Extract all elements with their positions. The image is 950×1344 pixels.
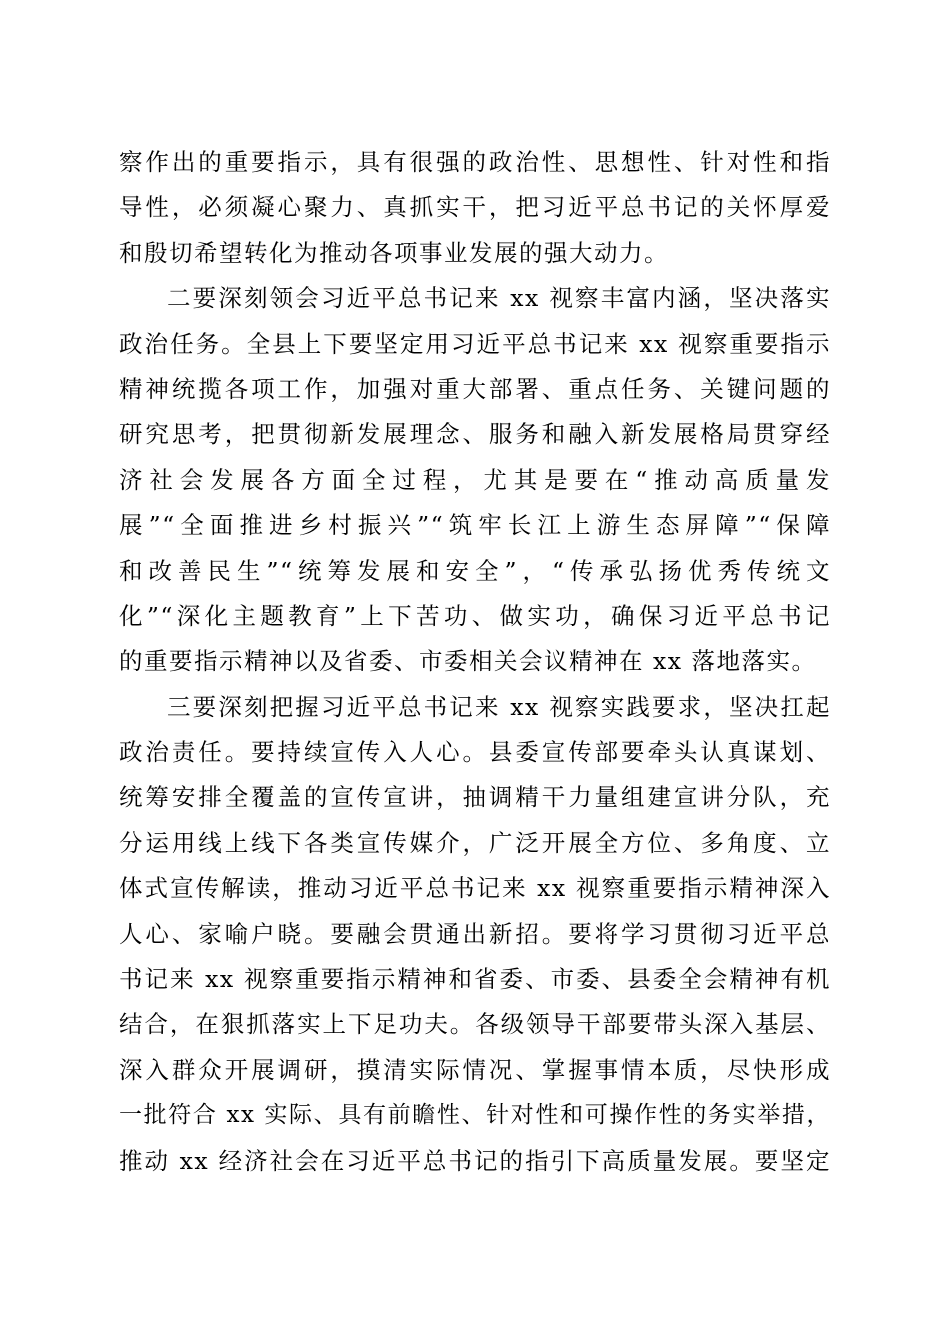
- text-line: 化”“深化主题教育”上下苦功、做实功，确保习近平总书记: [119, 601, 831, 630]
- text-line: 和改善民生”“统筹发展和安全”，“传承弘扬优秀传统文: [119, 556, 831, 585]
- text-line: 一批符合 xx 实际、具有前瞻性、针对性和可操作性的务实举措，: [119, 1102, 831, 1129]
- text-line: 推动 xx 经济社会在习近平总书记的指引下高质量发展。要坚定: [119, 1146, 831, 1175]
- text-line: 展”“全面推进乡村振兴”“筑牢长江上游生态屏障”“保障: [119, 511, 831, 540]
- document-body: [119, 140, 831, 1184]
- text-line: 政治任务。全县上下要坚定用习近平总书记来 xx 视察重要指示: [119, 329, 831, 358]
- paragraph-first-line: 二要深刻领会习近平总书记来 xx 视察丰富内涵，坚决落实: [167, 284, 831, 313]
- paragraph-first-line: 三要深刻把握习近平总书记来 xx 视察实践要求，坚决扛起: [167, 692, 831, 721]
- text-line: 和殷切希望转化为推动各项事业发展的强大动力。: [119, 238, 669, 267]
- text-line: 精神统揽各项工作，加强对重大部署、重点任务、关键问题的: [119, 374, 831, 403]
- text-line: 分运用线上线下各类宣传媒介，广泛开展全方位、多角度、立: [119, 828, 831, 857]
- text-line: 深入群众开展调研，摸清实际情况、掌握事情本质，尽快形成: [119, 1055, 831, 1084]
- text-line: 统筹安排全覆盖的宣传宣讲，抽调精干力量组建宣讲分队，充: [119, 783, 831, 812]
- text-line: 导性，必须凝心聚力、真抓实干，把习近平总书记的关怀厚爱: [119, 193, 831, 222]
- text-line: 察作出的重要指示，具有很强的政治性、思想性、针对性和指: [119, 148, 831, 176]
- text-line: 济社会发展各方面全过程，尤其是要在“推动高质量发: [119, 465, 831, 494]
- text-line: 结合，在狠抓落实上下足功夫。各级领导干部要带头深入基层、: [119, 1010, 831, 1039]
- text-line: 研究思考，把贯彻新发展理念、服务和融入新发展格局贯穿经: [119, 420, 831, 449]
- text-line: 人心、家喻户晓。要融会贯通出新招。要将学习贯彻习近平总: [119, 919, 831, 948]
- text-line: 书记来 xx 视察重要指示精神和省委、市委、县委全会精神有机: [119, 965, 831, 994]
- text-line: 体式宣传解读，推动习近平总书记来 xx 视察重要指示精神深入: [119, 874, 831, 903]
- text-line: 政治责任。要持续宣传入人心。县委宣传部要牵头认真谋划、: [119, 738, 831, 767]
- text-line: 的重要指示精神以及省委、市委相关会议精神在 xx 落地落实。: [119, 647, 817, 676]
